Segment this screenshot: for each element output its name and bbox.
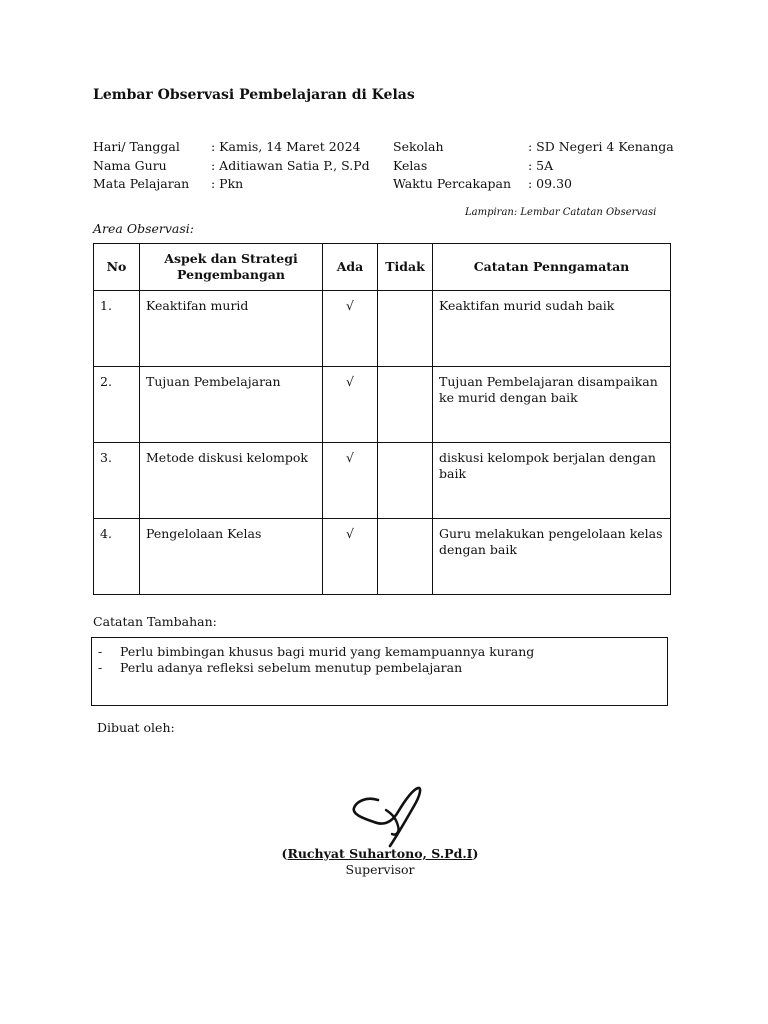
info-row	[393, 175, 674, 194]
cell-ada-checkmark: √	[323, 519, 378, 595]
header-aspek: Aspek dan Strategi Pengembangan	[140, 244, 323, 291]
info-value: : Pkn	[211, 176, 244, 191]
list-item-text: Perlu bimbingan khusus bagi murid yang kemampuannya kurang	[120, 644, 535, 659]
list-item-text: Perlu adanya refleksi sebelum menutup pembelajaran	[120, 660, 463, 675]
lampiran-note: Lampiran: Lembar Catatan Observasi	[465, 207, 657, 218]
info-row	[93, 157, 370, 176]
list-item	[98, 644, 661, 660]
info-label: Hari/ Tanggal	[93, 139, 180, 154]
header-ada: Ada	[323, 244, 378, 291]
info-left-block	[93, 138, 370, 194]
cell-ada-checkmark: √	[323, 367, 378, 443]
handwritten-signature-icon	[340, 782, 430, 852]
info-value: : 09.30	[528, 176, 572, 191]
cell-catatan: Tujuan Pembelajaran disampaikan ke murid dengan baik	[433, 367, 671, 443]
signatory-name	[200, 846, 560, 861]
catatan-tambahan-label: Catatan Tambahan:	[93, 614, 217, 629]
cell-tidak	[378, 443, 433, 519]
catatan-tambahan-box	[91, 637, 668, 706]
info-value: : 5A	[528, 157, 554, 173]
info-label: Kelas	[393, 157, 428, 173]
signatory-name-text: Ruchyat Suhartono, S.Pd.I	[287, 846, 473, 861]
observation-table	[93, 243, 671, 595]
info-row	[393, 138, 674, 157]
table-header-row	[94, 244, 671, 291]
area-observasi-label: Area Observasi:	[93, 221, 195, 236]
signatory-role: Supervisor	[345, 862, 415, 877]
cell-aspek: Pengelolaan Kelas	[140, 519, 323, 595]
info-right-block	[393, 138, 674, 194]
cell-no: 1.	[94, 291, 140, 367]
cell-catatan: Keaktifan murid sudah baik	[433, 291, 671, 367]
table-row	[94, 291, 671, 367]
cell-tidak	[378, 519, 433, 595]
header-catatan: Catatan Penngamatan	[433, 244, 671, 291]
table-row	[94, 519, 671, 595]
info-row	[93, 175, 370, 194]
info-row	[393, 157, 674, 176]
cell-aspek: Tujuan Pembelajaran	[140, 367, 323, 443]
info-label: Mata Pelajaran	[93, 176, 190, 191]
info-label: Nama Guru	[93, 157, 167, 173]
dibuat-oleh-label: Dibuat oleh:	[97, 720, 175, 735]
cell-no: 4.	[94, 519, 140, 595]
bullet-dash: -	[98, 644, 103, 659]
cell-aspek: Metode diskusi kelompok	[140, 443, 323, 519]
info-label: Sekolah	[393, 139, 444, 154]
info-value: : Aditiawan Satia P., S.Pd	[211, 157, 370, 173]
table-row	[94, 443, 671, 519]
info-value: : SD Negeri 4 Kenanga	[528, 139, 674, 154]
cell-catatan: Guru melakukan pengelolaan kelas dengan baik	[433, 519, 671, 595]
list-item	[98, 660, 661, 676]
paren-close: )	[472, 846, 479, 861]
info-row	[93, 138, 370, 157]
cell-catatan: diskusi kelompok berjalan dengan baik	[433, 443, 671, 519]
table-row	[94, 367, 671, 443]
header-no: No	[94, 244, 140, 291]
cell-ada-checkmark: √	[323, 443, 378, 519]
paren-open: (	[281, 846, 288, 861]
document-title: Lembar Observasi Pembelajaran di Kelas	[93, 87, 415, 103]
cell-aspek: Keaktifan murid	[140, 291, 323, 367]
cell-tidak	[378, 291, 433, 367]
info-value: : Kamis, 14 Maret 2024	[211, 139, 361, 154]
info-label: Waktu Percakapan	[393, 176, 512, 191]
bullet-dash: -	[98, 660, 103, 675]
cell-ada-checkmark: √	[323, 291, 378, 367]
cell-tidak	[378, 367, 433, 443]
cell-no: 2.	[94, 367, 140, 443]
header-tidak: Tidak	[378, 244, 433, 291]
cell-no: 3.	[94, 443, 140, 519]
